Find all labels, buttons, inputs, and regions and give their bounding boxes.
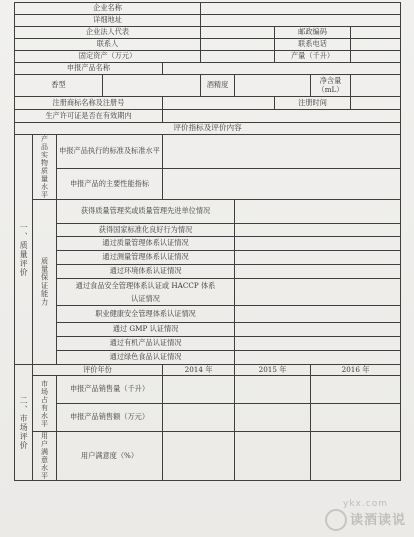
- assurance-item-3: 通过质量管理体系认证情况: [57, 237, 235, 251]
- product-level-label: 产品实物质量水平: [33, 135, 57, 200]
- watermark-domain: ykx.com: [343, 498, 388, 509]
- assurance-item-2: 获得国家标准化良好行为情况: [57, 224, 235, 237]
- assurance-field-4[interactable]: [235, 251, 401, 265]
- legal-rep-field[interactable]: [201, 27, 275, 39]
- assurance-field-8[interactable]: [235, 323, 401, 337]
- watermark: [325, 499, 406, 532]
- share-label: 市场占有水平: [33, 376, 57, 432]
- assurance-item-8: 通过 GMP 认证情况: [57, 323, 235, 337]
- sales-volume-2014[interactable]: [163, 376, 235, 404]
- sales-volume-2016[interactable]: [311, 376, 401, 404]
- fixed-assets-field[interactable]: [201, 51, 275, 63]
- address-field[interactable]: [201, 15, 401, 27]
- assurance-field-7[interactable]: [235, 306, 401, 323]
- perf-label: 申报产品的主要性能指标: [57, 169, 163, 200]
- license-field[interactable]: [163, 110, 401, 123]
- fixed-assets-label: 固定资产（万元）: [15, 51, 201, 63]
- assurance-item-4: 通过测量管理体系认证情况: [57, 251, 235, 265]
- sales-amount-2014[interactable]: [163, 404, 235, 432]
- license-label: 生产许可证是否在有效期内: [15, 110, 163, 123]
- aroma-field[interactable]: [103, 75, 201, 97]
- output-label: 产量（千升）: [275, 51, 351, 63]
- eval-year-label: 评价年份: [33, 365, 163, 376]
- net-content-label: 净含量（mL）: [311, 75, 351, 97]
- product-name-label: 申报产品名称: [15, 63, 163, 75]
- alcohol-field[interactable]: [235, 75, 311, 97]
- watermark-logo-icon: [325, 509, 347, 531]
- net-content-field[interactable]: [351, 75, 401, 97]
- phone-label: 联系电话: [275, 39, 351, 51]
- eval-header: 评价指标及评价内容: [15, 123, 401, 135]
- product-name-field[interactable]: [163, 63, 401, 75]
- address-label: 详细地址: [15, 15, 201, 27]
- assurance-field-5[interactable]: [235, 265, 401, 279]
- std-label: 申报产品执行的标准及标准水平: [57, 135, 163, 169]
- legal-rep-label: 企业法人代表: [15, 27, 201, 39]
- assurance-item-10: 通过绿色食品认证情况: [57, 351, 235, 365]
- assurance-item-7: 职业健康安全管理体系认证情况: [57, 306, 235, 323]
- std-field[interactable]: [163, 135, 401, 169]
- postal-code-field[interactable]: [351, 27, 401, 39]
- watermark-text: 读酒读说: [349, 512, 406, 528]
- satisfaction-label: 用户满意水平: [33, 432, 57, 481]
- satisfaction-2016[interactable]: [311, 432, 401, 481]
- assurance-item-6: 通过食品安全管理体系认证或 HACCP 体系: [57, 279, 235, 293]
- satisfaction-2014[interactable]: [163, 432, 235, 481]
- sales-volume-label: 申报产品销售量（千升）: [57, 376, 163, 404]
- sales-amount-2015[interactable]: [235, 404, 311, 432]
- phone-field[interactable]: [351, 39, 401, 51]
- assurance-field-3[interactable]: [235, 237, 401, 251]
- trademark-label: 注册商标名称及注册号: [15, 97, 163, 110]
- assurance-field-6[interactable]: [235, 279, 401, 306]
- assurance-label: 质量保证能力: [33, 200, 57, 365]
- year-2014: 2014 年: [163, 365, 235, 376]
- perf-field[interactable]: [163, 169, 401, 200]
- assurance-item-6-cont: 认证情况: [57, 293, 235, 306]
- sales-volume-2015[interactable]: [235, 376, 311, 404]
- assurance-field-1[interactable]: [235, 200, 401, 224]
- year-2015: 2015 年: [235, 365, 311, 376]
- application-form-table: [14, 2, 401, 481]
- aroma-label: 香型: [15, 75, 103, 97]
- contact-field[interactable]: [201, 39, 275, 51]
- assurance-item-9: 通过有机产品认证情况: [57, 337, 235, 351]
- market-section-label: 二、市场评价: [15, 365, 33, 481]
- assurance-item-5: 通过环境体系认证情况: [57, 265, 235, 279]
- output-field[interactable]: [351, 51, 401, 63]
- assurance-field-2[interactable]: [235, 224, 401, 237]
- satisfaction-2015[interactable]: [235, 432, 311, 481]
- satisfaction-metric: 用户满意度（%）: [57, 432, 163, 481]
- assurance-field-9[interactable]: [235, 337, 401, 351]
- trademark-field[interactable]: [163, 97, 275, 110]
- alcohol-label: 酒精度: [201, 75, 235, 97]
- sales-amount-2016[interactable]: [311, 404, 401, 432]
- year-2016: 2016 年: [311, 365, 401, 376]
- company-name-label: 企业名称: [15, 3, 201, 15]
- company-name-field[interactable]: [201, 3, 401, 15]
- assurance-field-10[interactable]: [235, 351, 401, 365]
- reg-time-field[interactable]: [351, 97, 401, 110]
- postal-code-label: 邮政编码: [275, 27, 351, 39]
- assurance-item-1: 获得质量管理奖或质量管理先进单位情况: [57, 200, 235, 224]
- quality-section-label: 一、质量评价: [15, 135, 33, 365]
- sales-amount-label: 申报产品销售额（万元）: [57, 404, 163, 432]
- reg-time-label: 注册时间: [275, 97, 351, 110]
- contact-label: 联系人: [15, 39, 201, 51]
